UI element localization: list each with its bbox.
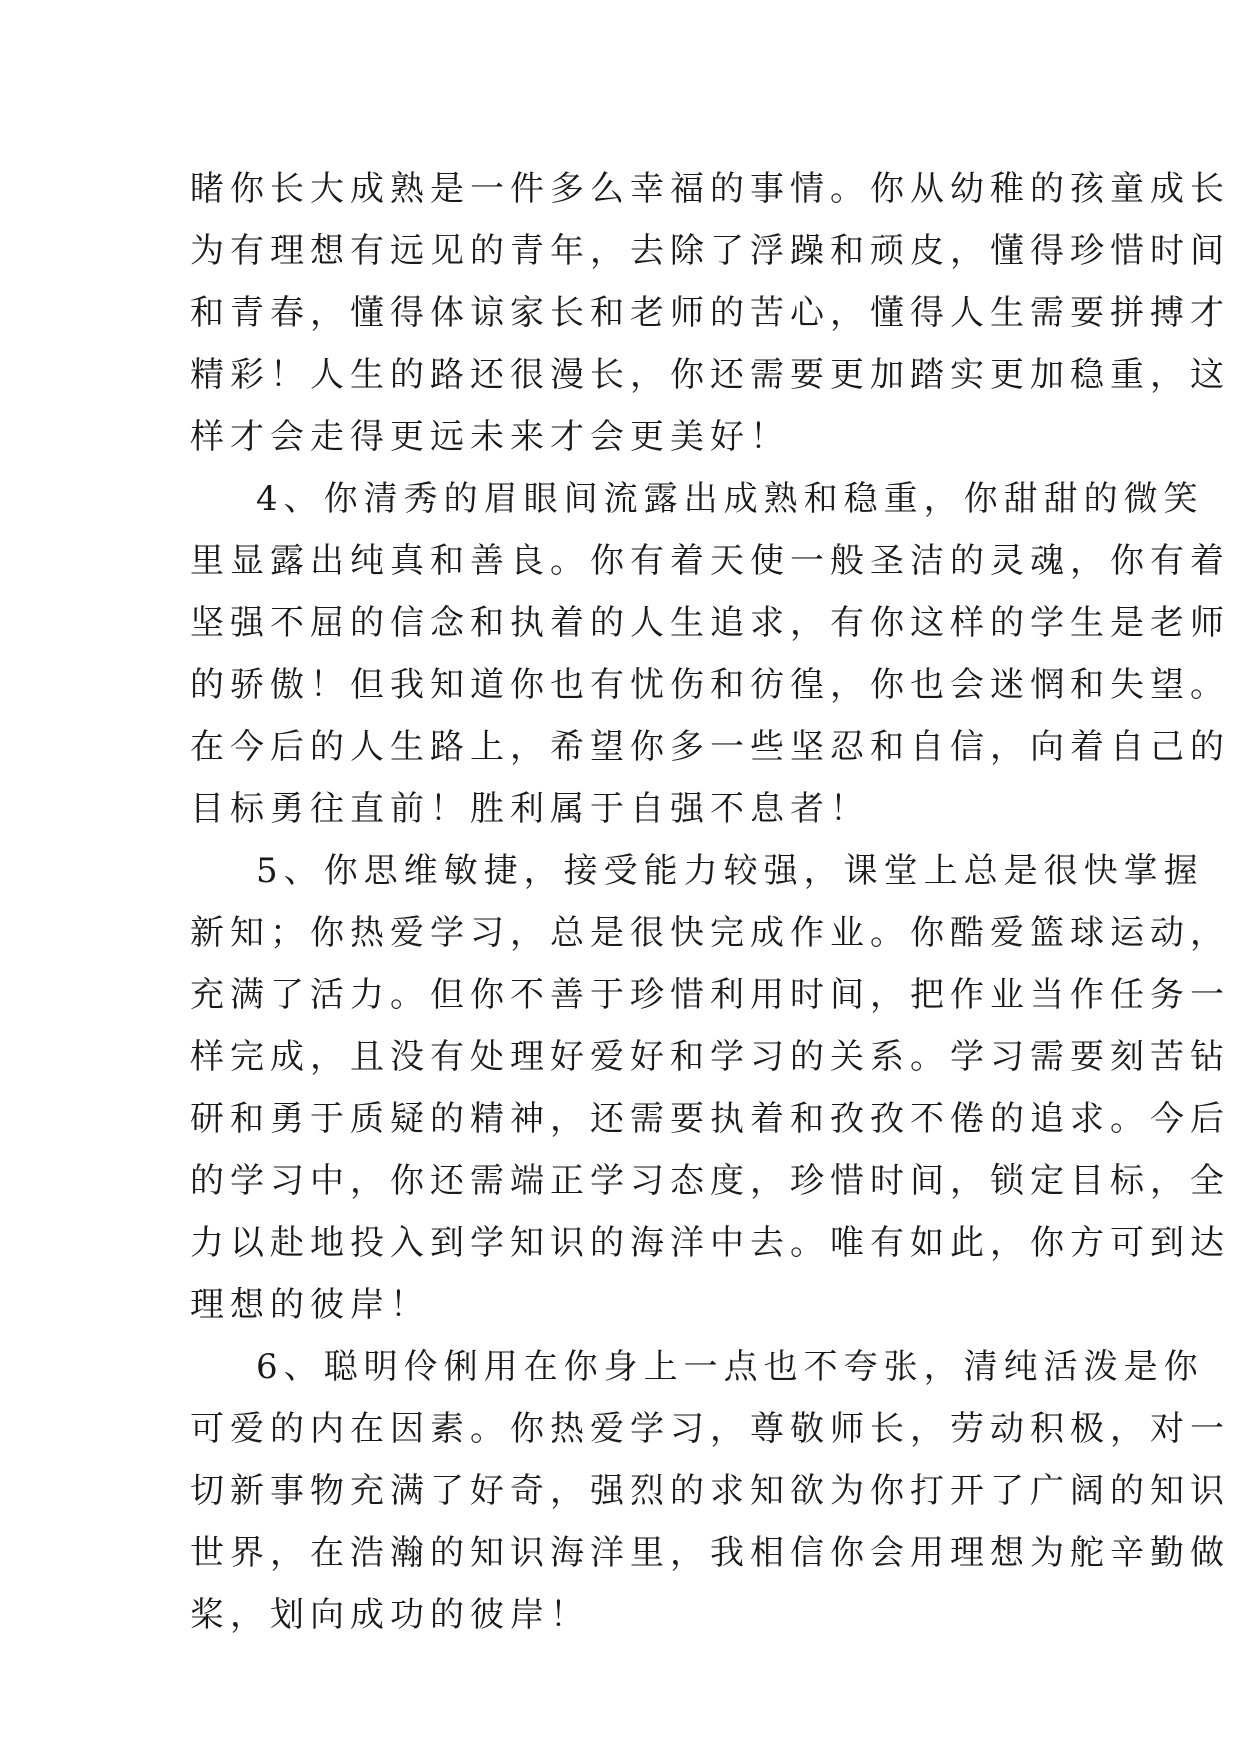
text-line: 研和勇于质疑的精神，还需要执着和孜孜不倦的追求。今后	[190, 1099, 1230, 1139]
text-line: 坚强不屈的信念和执着的人生追求，有你这样的学生是老师	[190, 603, 1230, 643]
text-line: 为有理想有远见的青年，去除了浮躁和顽皮，懂得珍惜时间	[190, 231, 1230, 271]
text-line: 4、你清秀的眉眼间流露出成熟和稳重，你甜甜的微笑	[256, 479, 1204, 519]
text-line: 力以赴地投入到学知识的海洋中去。唯有如此，你方可到达	[190, 1223, 1230, 1263]
text-line: 6、聪明伶俐用在你身上一点也不夸张，清纯活泼是你	[256, 1347, 1204, 1387]
text-line: 充满了活力。但你不善于珍惜利用时间，把作业当作任务一	[190, 975, 1230, 1015]
text-line: 样才会走得更远未来才会更美好！	[190, 417, 790, 457]
text-line: 桨，划向成功的彼岸！	[190, 1595, 590, 1635]
text-line: 理想的彼岸！	[190, 1285, 430, 1325]
text-line: 和青春，懂得体谅家长和老师的苦心，懂得人生需要拼搏才	[190, 293, 1230, 333]
document-body	[190, 158, 1230, 1646]
text-line: 的骄傲！但我知道你也有忧伤和彷徨，你也会迷惘和失望。	[190, 665, 1230, 705]
text-line: 精彩！人生的路还很漫长，你还需要更加踏实更加稳重，这	[190, 355, 1230, 395]
text-line: 目标勇往直前！胜利属于自强不息者！	[190, 789, 870, 829]
text-line: 样完成，且没有处理好爱好和学习的关系。学习需要刻苦钻	[190, 1037, 1230, 1077]
text-line: 5、你思维敏捷，接受能力较强，课堂上总是很快掌握	[256, 851, 1204, 891]
text-line: 新知；你热爱学习，总是很快完成作业。你酷爱篮球运动，	[190, 913, 1230, 953]
text-line: 的学习中，你还需端正学习态度，珍惜时间，锁定目标，全	[190, 1161, 1230, 1201]
paragraph-item-6	[190, 1336, 1230, 1646]
text-line: 睹你长大成熟是一件多么幸福的事情。你从幼稚的孩童成长	[190, 169, 1230, 209]
text-line: 世界，在浩瀚的知识海洋里，我相信你会用理想为舵辛勤做	[190, 1533, 1230, 1573]
text-line: 里显露出纯真和善良。你有着天使一般圣洁的灵魂，你有着	[190, 541, 1230, 581]
text-line: 切新事物充满了好奇，强烈的求知欲为你打开了广阔的知识	[190, 1471, 1230, 1511]
text-line: 在今后的人生路上，希望你多一些坚忍和自信，向着自己的	[190, 727, 1230, 767]
text-line: 可爱的内在因素。你热爱学习，尊敬师长，劳动积极，对一	[190, 1409, 1230, 1449]
paragraph-item-5	[190, 840, 1230, 1336]
paragraph-1	[190, 158, 1230, 468]
paragraph-item-4	[190, 468, 1230, 840]
